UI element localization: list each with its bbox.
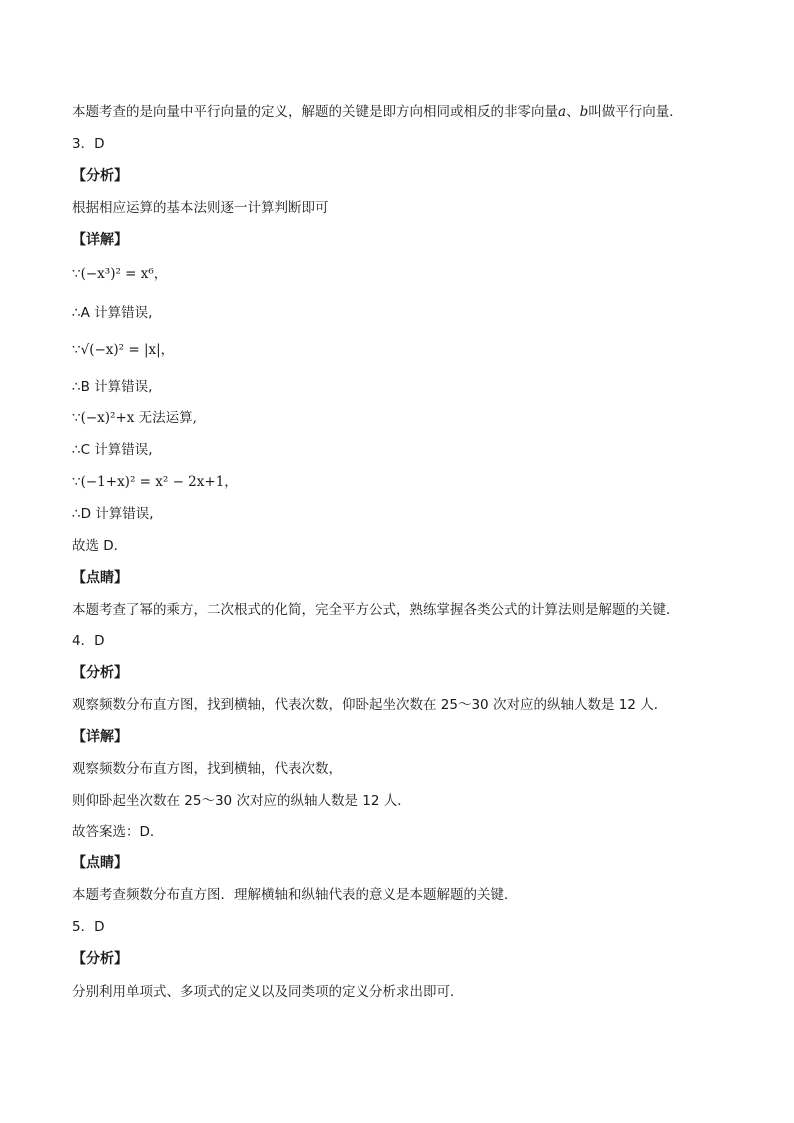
paragraph-vector-conclusion <box>72 102 683 122</box>
q4-comment-text: 本题考查频数分布直方图．理解横轴和纵轴代表的意义是本题解题的关键． <box>72 887 518 903</box>
question-5-answer: 5．D <box>72 919 105 935</box>
q5-analysis-text: 分别利用单项式、多项式的定义以及同类项的定义分析求出即可． <box>72 984 464 1000</box>
q3-option-a-verdict: ∴A 计算错误, <box>72 305 153 321</box>
separator: 、 <box>566 104 580 120</box>
q3-equation-4: ∵(−1+x)² = x² − 2x+1， <box>72 474 238 490</box>
question-3-answer: 3．D <box>72 136 105 152</box>
question-4-answer: 4．D <box>72 633 105 649</box>
analysis-heading: 【分析】 <box>72 951 128 967</box>
comment-heading: 【点睛】 <box>72 570 128 586</box>
q3-analysis-text: 根据相应运算的基本法则逐一计算判断即可 <box>72 200 329 216</box>
q3-choice: 故选 D． <box>72 538 128 554</box>
q3-comment-text: 本题考查了幂的乘方，二次根式的化简，完全平方公式，熟练掌握各类公式的计算法则是解题的关键． <box>72 602 680 618</box>
detail-heading: 【详解】 <box>72 232 128 248</box>
q4-detail-line-2: 则仰卧起坐次数在 25～30 次对应的纵轴人数是 12 人． <box>72 793 411 809</box>
detail-heading: 【详解】 <box>72 729 128 745</box>
q3-option-b-verdict: ∴B 计算错误, <box>72 379 153 395</box>
q4-detail-line-1: 观察频数分布直方图，找到横轴，代表次数， <box>72 761 342 777</box>
q3-equation-3: ∵(−x)²+x 无法运算, <box>72 410 197 426</box>
math-variable-b: b <box>579 104 589 120</box>
comment-heading: 【点睛】 <box>72 855 128 871</box>
q3-equation-1: ∵(−x³)² = x⁶， <box>72 266 168 282</box>
q3-option-d-verdict: ∴D 计算错误, <box>72 506 154 522</box>
q3-equation-2: ∵√(−x)² = |x|， <box>72 342 175 358</box>
q4-choice: 故答案选：D． <box>72 824 164 840</box>
q4-analysis-text: 观察频数分布直方图，找到横轴，代表次数，仰卧起坐次数在 25～30 次对应的纵轴人数是 12 人． <box>72 697 668 713</box>
text-segment: 本题考查的是向量中平行向量的定义，解题的关键是即方向相同或相反的非零向量 <box>72 104 558 120</box>
text-segment: 叫做平行向量． <box>588 104 683 120</box>
math-variable-a: a <box>558 104 567 120</box>
q3-option-c-verdict: ∴C 计算错误, <box>72 442 153 458</box>
analysis-heading: 【分析】 <box>72 665 128 681</box>
analysis-heading: 【分析】 <box>72 168 128 184</box>
